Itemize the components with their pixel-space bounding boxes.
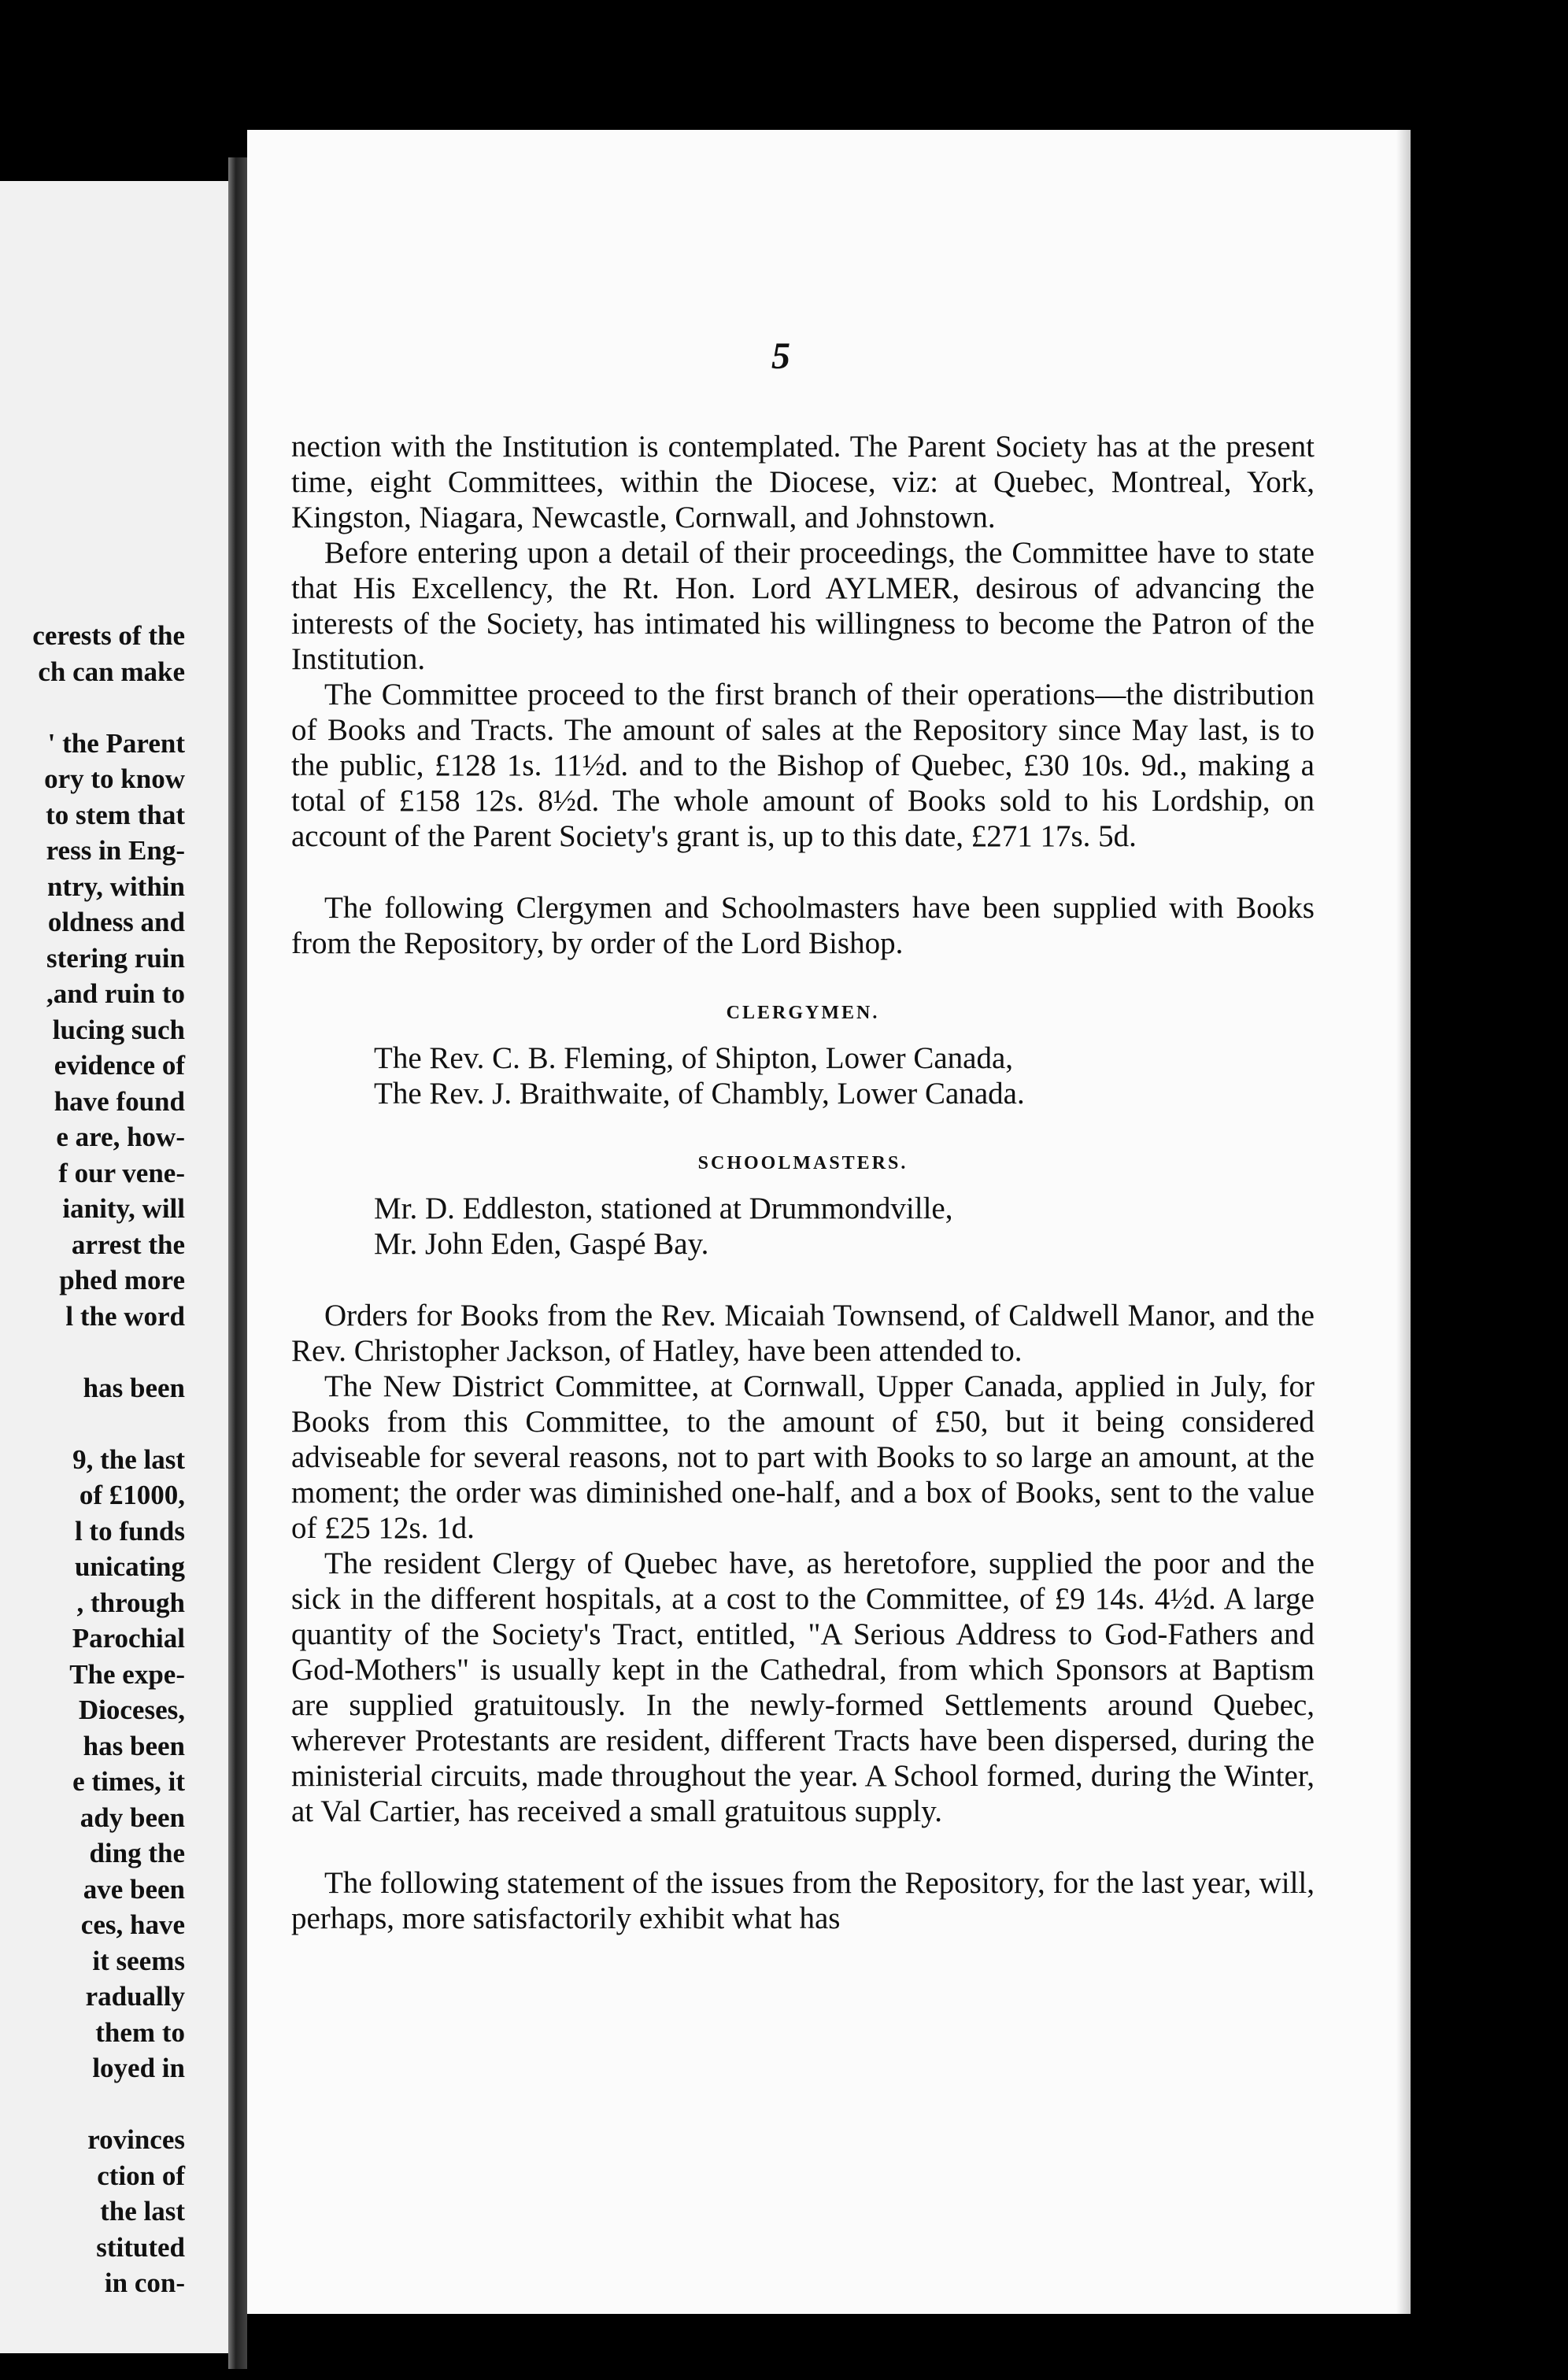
left-page-line: evidence of bbox=[54, 1050, 185, 1081]
left-page-line bbox=[0, 1406, 185, 1442]
left-page-line: has been bbox=[83, 1372, 185, 1403]
schoolmasters-heading: SCHOOLMASTERS. bbox=[697, 1153, 908, 1173]
clergymen-heading: CLERGYMEN. bbox=[726, 1003, 880, 1023]
left-page-line: stituted bbox=[96, 2231, 185, 2263]
left-page-line: the last bbox=[100, 2196, 185, 2227]
left-page-line: Dioceses, bbox=[78, 1694, 185, 1725]
left-page-line: arrest the bbox=[71, 1229, 185, 1260]
schoolmaster-entry: Mr. John Eden, Gaspé Bay. bbox=[374, 1227, 709, 1261]
left-page-line: , through bbox=[76, 1587, 185, 1618]
left-page-line: of £1000, bbox=[79, 1480, 185, 1510]
book-gutter bbox=[228, 157, 247, 2369]
paragraph: Before entering upon a detail of their proceedings, the Committee have to state that His Excellency, the Rt. Hon. Lord AYLMER, desirous of advancing the interests of the Society, has intimated his willingness to become the Patron of the Institution. bbox=[291, 536, 1315, 676]
left-page-line: unicating bbox=[74, 1551, 185, 1582]
left-page-line: phed more bbox=[59, 1265, 185, 1295]
left-page-line: ces, have bbox=[80, 1909, 185, 1940]
left-page-line: ave been bbox=[83, 1873, 185, 1905]
left-page-line: l to funds bbox=[74, 1515, 185, 1547]
paragraph: The following statement of the issues from the Repository, for the last year, will, perhaps, more satisfactorily exhibit what has bbox=[291, 1866, 1315, 1935]
left-page-text bbox=[0, 618, 185, 2301]
paragraph: The resident Clergy of Quebec have, as heretofore, supplied the poor and the sick in the different hospitals, at a cost to the Committee, of £9 14s. 4½d. A large quantity of the Society's Tract, entitled, "A Serious Address to God-Fathers and God-Mothers" is usually kept in the Cathedral, from which Sponsors at Baptism are supplied gratuitously. In the newly-formed Settlements around Quebec, wherever Protestants are resident, different Tracts have been dispersed, during the ministerial circuits, made throughout the year. A School formed, during the Winter, at Val Cartier, has received a small gratuitous supply. bbox=[291, 1547, 1315, 1828]
left-page bbox=[0, 181, 228, 2353]
left-page-line: l the word bbox=[65, 1300, 185, 1332]
left-page-line: e times, it bbox=[72, 1766, 185, 1797]
left-page-line: 9, the last bbox=[72, 1443, 185, 1475]
left-page-line: lucing such bbox=[52, 1014, 185, 1045]
left-page-line: ding the bbox=[89, 1838, 185, 1868]
left-page-line: ntry, within bbox=[46, 870, 185, 902]
left-page-line: cerests of the bbox=[32, 620, 185, 651]
left-page-line: to stem that bbox=[46, 799, 185, 830]
paragraph: nection with the Institution is contemplated. The Parent Society has at the present time, eight Committees, within the Diocese, viz: at Quebec, Montreal, York, Kingston, Niagara, Newcastle, Cornwall, and Johnstown. bbox=[291, 430, 1315, 534]
left-page-line: it seems bbox=[92, 1945, 185, 1976]
left-page-line: ianity, will bbox=[62, 1193, 185, 1224]
page-edge-shadow bbox=[1396, 130, 1411, 2314]
paragraph: The following Clergymen and Schoolmasters have been supplied with Books from the Repository, by order of the Lord Bishop. bbox=[291, 891, 1315, 960]
left-page-line: ,and ruin to bbox=[46, 978, 185, 1009]
left-page-line: f our vene- bbox=[58, 1157, 185, 1188]
paragraph: Orders for Books from the Rev. Micaiah Townsend, of Caldwell Manor, and the Rev. Christopher Jackson, of Hatley, have been attended to. bbox=[291, 1299, 1315, 1368]
left-page-line: has been bbox=[83, 1730, 185, 1761]
left-page-line: ' the Parent bbox=[47, 727, 185, 759]
left-page-line bbox=[0, 689, 185, 726]
right-page bbox=[247, 130, 1411, 2314]
left-page-line: stering ruin bbox=[46, 942, 185, 974]
clergyman-entry: The Rev. C. B. Fleming, of Shipton, Lower Canada, bbox=[374, 1041, 1014, 1075]
left-page-line bbox=[0, 2086, 185, 2123]
left-page-line: them to bbox=[95, 2016, 185, 2048]
left-page-line: oldness and bbox=[47, 907, 185, 937]
left-page-line: e are, how- bbox=[56, 1122, 185, 1152]
left-page-line: rovinces bbox=[87, 2124, 185, 2155]
left-page-line: ction of bbox=[97, 2160, 185, 2191]
left-page-line: The expe- bbox=[69, 1658, 185, 1690]
left-page-line: loyed in bbox=[92, 2053, 185, 2083]
clergyman-entry: The Rev. J. Braithwaite, of Chambly, Lower Canada. bbox=[374, 1077, 1025, 1111]
left-page-line: ory to know bbox=[44, 763, 185, 794]
left-page-line: ady been bbox=[80, 1802, 185, 1833]
left-page-line: ch can make bbox=[38, 656, 185, 687]
left-page-line: ress in Eng- bbox=[46, 835, 185, 866]
schoolmaster-entry: Mr. D. Eddleston, stationed at Drummondville, bbox=[374, 1192, 953, 1225]
left-page-line: radually bbox=[85, 1981, 185, 2012]
left-page-line: in con- bbox=[104, 2267, 185, 2298]
left-page-line: have found bbox=[54, 1085, 185, 1117]
page-number: 5 bbox=[771, 335, 790, 377]
body-text bbox=[291, 429, 1315, 1936]
left-page-line bbox=[0, 1334, 185, 1370]
left-page-line: Parochial bbox=[72, 1623, 185, 1654]
paragraph: The Committee proceed to the first branch of their operations—the distribution of Books and Tracts. The amount of sales at the Repository since May last, is to the public, £128 1s. 11½d. and to the Bishop of Quebec, £30 10s. 9d., making a total of £158 12s. 8½d. The whole amount of Books sold to his Lordship, on account of the Parent Society's grant is, up to this date, £271 17s. 5d. bbox=[291, 678, 1315, 853]
paragraph: The New District Committee, at Cornwall, Upper Canada, applied in July, for Books from this Committee, to the amount of £50, but it being considered adviseable for several reasons, not to part with Books to so large an amount, at the moment; the order was diminished one-half, and a box of Books, sent to the value of £25 12s. 1d. bbox=[291, 1369, 1315, 1545]
